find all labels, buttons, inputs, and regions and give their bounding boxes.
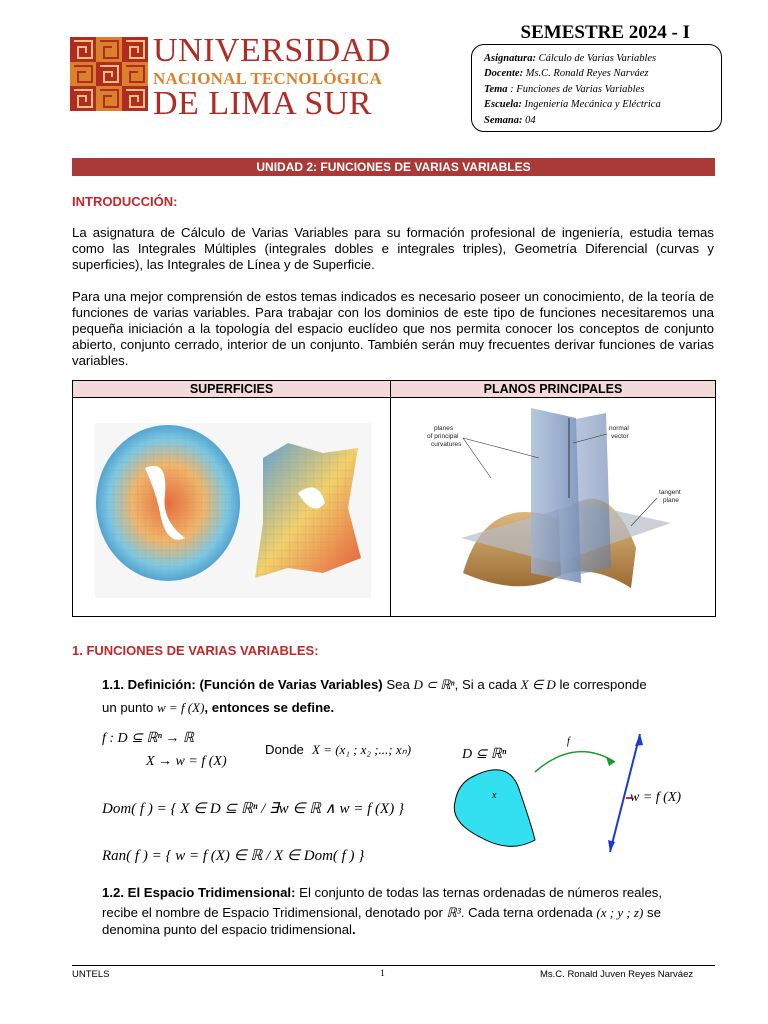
principal-plane-2 [556, 413, 611, 578]
donde-math: X = (x₁ ; x₂ ;...; xₙ) [312, 742, 412, 757]
section1-heading: 1. FUNCIONES DE VARIAS VARIABLES: [72, 643, 319, 658]
footer-left: UNTELS [72, 969, 110, 980]
mapping-arrow-f [535, 752, 615, 772]
definition-math-x: X ∈ D [520, 677, 556, 692]
range-definition: Ran( f ) = { w = f (X) ∈ ℝ / X ∈ Dom( f ) } [102, 848, 365, 864]
definition-math-w: w = f (X) [157, 700, 205, 715]
subsection-1-2-line-1: 1.2. El Espacio Tridimensional: El conjunto de todas las ternas ordenadas de números reales, [102, 885, 663, 900]
university-logo [70, 37, 148, 111]
table-header-principal-planes: PLANOS PRINCIPALES [391, 381, 716, 398]
label-vector: vector [611, 433, 629, 440]
donde-label: Donde [265, 742, 304, 757]
university-name-line1: UNIVERSIDAD [153, 32, 391, 69]
label-plane: plane [663, 497, 679, 504]
info-row-topic: Tema : Funciones de Varias Variables [484, 83, 645, 95]
info-row-week: Semana: 04 [484, 114, 536, 126]
definition-math-domain: D ⊂ ℝⁿ [413, 677, 455, 692]
semester-title: SEMESTRE 2024 - I [520, 22, 690, 43]
diagram-w-label: w = f (X) [630, 790, 682, 805]
footer-right: Ms.C. Ronald Juven Reyes Narváez [540, 969, 694, 980]
domain-region [454, 770, 535, 847]
mapping-line-2: X → w = f (X) [146, 754, 227, 769]
surfaces-illustration [73, 398, 390, 611]
info-row-subject: Asignatura: Cálculo de Varias Variables [484, 53, 657, 64]
unit-title-bar: UNIDAD 2: FUNCIONES DE VARIAS VARIABLES [72, 158, 715, 176]
surfaces-cell [73, 398, 391, 617]
figures-table [72, 380, 716, 617]
label-of-principal: of principal [427, 433, 459, 440]
info-row-school: Escuela: Ingeniería Mecánica y Eléctrica [484, 99, 661, 111]
label-tangent: tangent [659, 489, 681, 496]
info-row-teacher: Docente: Ms.C. Ronald Reyes Narváez [484, 68, 649, 80]
subsection-1-2-line-3: denomina punto del espacio tridimensional. [102, 922, 356, 937]
definition-line-1: 1.1. Definición: (Función de Varias Variables) Sea D ⊂ ℝⁿ, Si a cada X ∈ D le corresponde [102, 677, 647, 692]
diagram-domain-label: D ⊆ ℝⁿ [462, 747, 507, 762]
subsection-1-2-line-2: recibe el nombre de Espacio Tridimensional, denotado por ℝ³. Cada terna ordenada (x ; y ; z) se [102, 905, 661, 920]
label-curvatures: curvatures [431, 441, 462, 448]
principal-planes-cell [391, 398, 716, 617]
diagram-f-label: f [567, 736, 570, 747]
course-info-box [471, 44, 722, 132]
mapping-line-1: f : D ⊆ ℝⁿ → ℝ [102, 731, 194, 746]
diagram-x-label: x [492, 790, 497, 801]
intro-paragraph-1: La asignatura de Cálculo de Varias Variables para su formación profesional de ingeniería, estudia temas como las Integrales Múltiples (integrales dobles e integrales triples), Geometría Diferencial (curvas y superficies), las Integrales de Línea y de Superficie. [72, 225, 714, 272]
definition-line-2: un punto w = f (X), entonces se define. [102, 700, 335, 715]
table-header-surfaces: SUPERFICIES [73, 381, 391, 398]
intro-paragraph-2: Para una mejor comprensión de estos temas indicados es necesario poseer un conocimiento, de la teoría de funciones de varias variables. Para trabajar con los dominios de este tipo de funciones necesitaremos una pequeña iniciación a la topología del espacio euclídeo que nos permita conocer los conceptos de conjunto abierto, conjunto cerrado, interior de un conjunto. También serán muy frecuentes derivar funciones de varias variables. [72, 289, 714, 368]
label-planes: planes [434, 425, 454, 432]
university-name-line3: DE LIMA SUR [153, 85, 372, 122]
domain-definition: Dom( f ) = { X ∈ D ⊆ ℝⁿ / ∃w ∈ ℝ ∧ w = f (X) } [102, 801, 404, 817]
university-name-line2: NACIONAL TECNOLÓGICA [153, 69, 382, 88]
label-normal: normal [609, 425, 629, 432]
definition-title: 1.1. Definición: (Función de Varias Variables) [102, 677, 383, 692]
principal-planes-illustration [391, 398, 715, 611]
intro-heading: INTRODUCCIÓN: [72, 194, 178, 209]
subsection-1-2-title: 1.2. El Espacio Tridimensional: [102, 885, 296, 900]
footer-divider [72, 965, 715, 966]
footer-page-number: 1 [380, 969, 385, 979]
